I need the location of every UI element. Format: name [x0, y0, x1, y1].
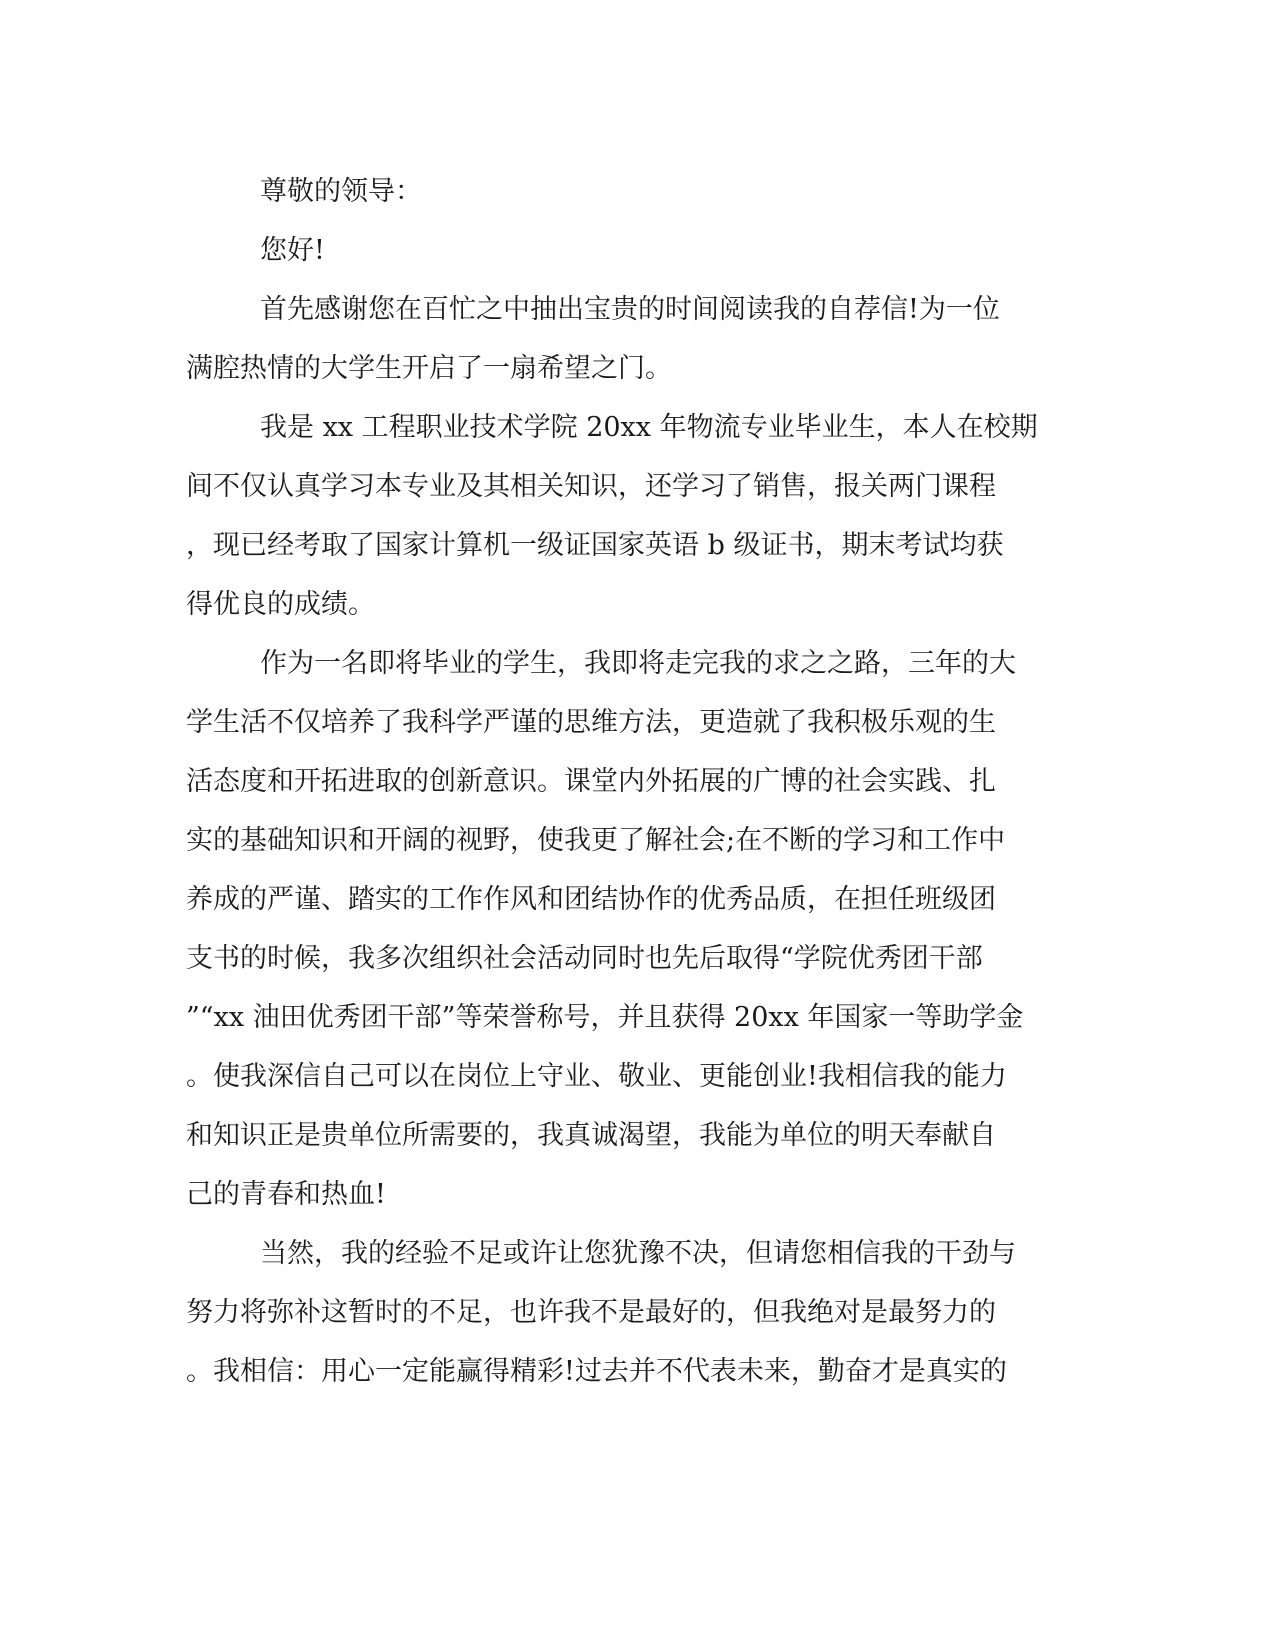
paragraph-3: [186, 634, 1076, 1224]
paragraph-line: 实的基础知识和开阔的视野，使我更了解社会;在不断的学习和工作中: [186, 825, 1006, 856]
paragraph-line: ，现已经考取了国家计算机一级证国家英语 b 级证书，期末考试均获: [186, 530, 1004, 561]
paragraph-line: 我是 xx 工程职业技术学院 20xx 年物流专业毕业生，本人在校期: [260, 412, 1038, 443]
paragraph-4: [186, 1224, 1076, 1401]
paragraph-line: 努力将弥补这暂时的不足，也许我不是最好的，但我绝对是最努力的: [186, 1297, 996, 1328]
paragraph-line: 支书的时候，我多次组织社会活动同时也先后取得“学院优秀团干部: [186, 943, 983, 974]
paragraph-line: 作为一名即将毕业的学生，我即将走完我的求之之路，三年的大: [260, 648, 1016, 679]
greeting: 您好!: [260, 235, 325, 266]
paragraph-line: 。使我深信自己可以在岗位上守业、敬业、更能创业!我相信我的能力: [186, 1061, 1007, 1092]
paragraph-line: ”“xx 油田优秀团干部”等荣誉称号，并且获得 20xx 年国家一等助学金: [186, 1002, 1024, 1033]
paragraph-line: 和知识正是贵单位所需要的，我真诚渴望，我能为单位的明天奉献自: [186, 1120, 996, 1151]
paragraph-line: 间不仅认真学习本专业及其相关知识，还学习了销售，报关两门课程: [186, 471, 996, 502]
paragraph-2: [186, 398, 1076, 634]
paragraph-line: 学生活不仅培养了我科学严谨的思维方法，更造就了我积极乐观的生: [186, 707, 996, 738]
paragraph-line: 得优良的成绩。: [186, 589, 375, 620]
paragraph-line: 己的青春和热血!: [186, 1179, 386, 1210]
letter-body: [186, 162, 1076, 1401]
paragraph-line: 养成的严谨、踏实的工作作风和团结协作的优秀品质，在担任班级团: [186, 884, 996, 915]
paragraph-line: 满腔热情的大学生开启了一扇希望之门。: [186, 353, 672, 384]
paragraph-line: 首先感谢您在百忙之中抽出宝贵的时间阅读我的自荐信!为一位: [260, 294, 1000, 325]
paragraph-line: 活态度和开拓进取的创新意识。课堂内外拓展的广博的社会实践、扎: [186, 766, 996, 797]
salutation: 尊敬的领导：: [260, 176, 422, 207]
paragraph-1: [186, 280, 1076, 398]
paragraph-line: 当然，我的经验不足或许让您犹豫不决，但请您相信我的干劲与: [260, 1238, 1016, 1269]
paragraph-line: 。我相信：用心一定能赢得精彩!过去并不代表未来，勤奋才是真实的: [186, 1356, 1007, 1387]
